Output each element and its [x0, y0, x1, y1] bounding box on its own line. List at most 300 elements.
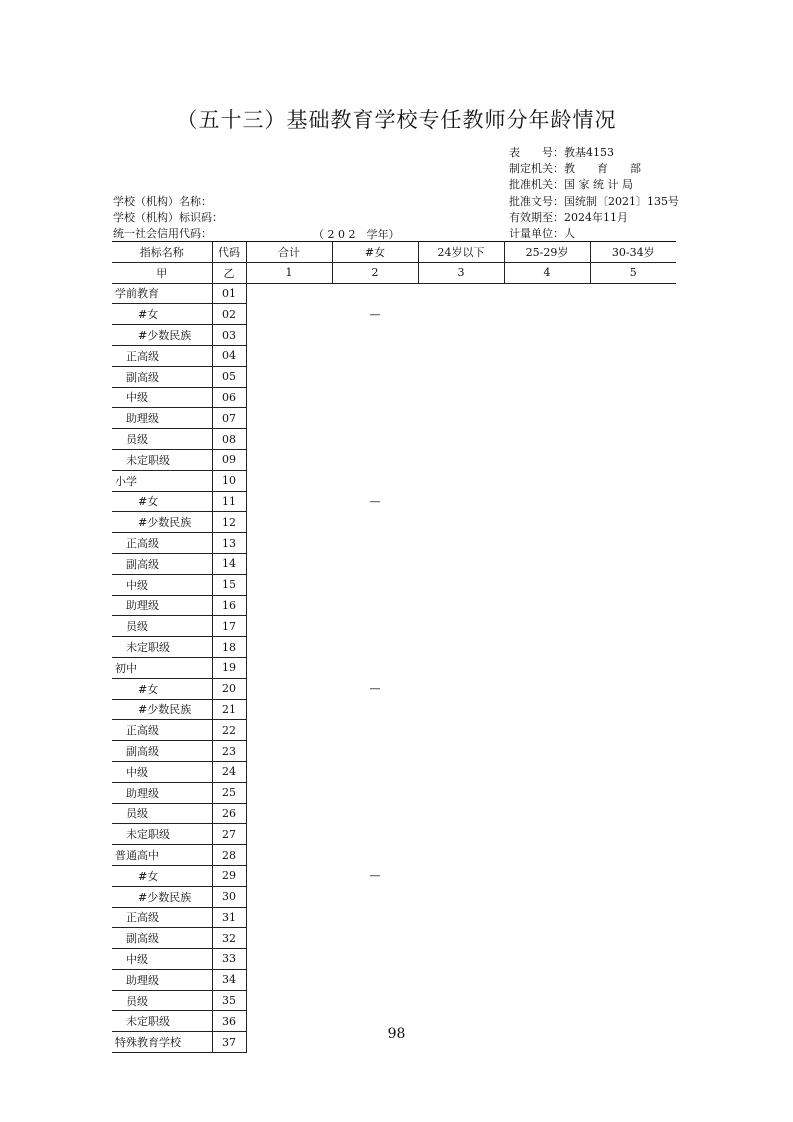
data-cell[interactable] — [418, 657, 504, 678]
data-cell[interactable] — [418, 616, 504, 637]
data-cell[interactable] — [504, 512, 590, 533]
data-cell[interactable] — [332, 574, 418, 595]
data-cell[interactable] — [246, 990, 332, 1011]
row-code: 11 — [212, 491, 246, 512]
data-cell[interactable] — [504, 553, 590, 574]
row-indicator-name: 特殊教育学校 — [112, 1032, 212, 1053]
not-applicable-dash: — — [369, 307, 381, 321]
data-cell[interactable] — [504, 990, 590, 1011]
data-cell[interactable] — [590, 283, 676, 304]
row-code: 24 — [212, 761, 246, 782]
row-code: 01 — [212, 283, 246, 304]
data-cell[interactable] — [332, 345, 418, 366]
data-cell[interactable] — [590, 387, 676, 408]
data-cell[interactable] — [590, 408, 676, 429]
data-cell[interactable] — [246, 678, 332, 699]
table-row — [112, 761, 676, 782]
data-cell[interactable] — [590, 907, 676, 928]
data-cell[interactable] — [246, 595, 332, 616]
data-cell[interactable] — [504, 907, 590, 928]
credit-code-label: 统一社会信用代码： — [113, 227, 212, 241]
data-cell[interactable] — [418, 678, 504, 699]
header-under-24: 24岁以下 — [418, 242, 504, 263]
data-cell[interactable] — [504, 387, 590, 408]
table-row — [112, 657, 676, 678]
data-cell[interactable] — [590, 845, 676, 866]
data-cell[interactable] — [418, 907, 504, 928]
row-code: 29 — [212, 865, 246, 886]
row-indicator-name: 正高级 — [112, 720, 212, 741]
data-cell[interactable] — [246, 865, 332, 886]
row-code: 06 — [212, 387, 246, 408]
row-indicator-name: #女 — [112, 304, 212, 325]
subheader-4: 4 — [504, 262, 590, 283]
data-cell[interactable] — [590, 491, 676, 512]
data-cell[interactable] — [332, 928, 418, 949]
data-cell[interactable] — [590, 345, 676, 366]
data-cell[interactable] — [246, 345, 332, 366]
data-cell[interactable] — [246, 720, 332, 741]
row-code: 35 — [212, 990, 246, 1011]
data-cell[interactable] — [246, 387, 332, 408]
data-cell[interactable] — [590, 533, 676, 554]
row-code: 22 — [212, 720, 246, 741]
data-cell[interactable] — [504, 408, 590, 429]
row-indicator-name: 普通高中 — [112, 845, 212, 866]
row-code: 10 — [212, 470, 246, 491]
row-indicator-name: 中级 — [112, 387, 212, 408]
form-number: 表 号：教基4153 — [509, 146, 614, 159]
data-cell[interactable] — [418, 574, 504, 595]
data-cell[interactable] — [332, 387, 418, 408]
data-cell[interactable] — [504, 720, 590, 741]
subheader-2: 2 — [332, 262, 418, 283]
data-cell[interactable] — [418, 928, 504, 949]
data-cell[interactable] — [418, 741, 504, 762]
data-cell[interactable] — [590, 803, 676, 824]
data-cell[interactable] — [590, 470, 676, 491]
table-row — [112, 928, 676, 949]
table-row — [112, 824, 676, 845]
row-code: 25 — [212, 782, 246, 803]
table-row — [112, 366, 676, 387]
data-cell[interactable] — [590, 761, 676, 782]
subheader-row — [112, 262, 676, 283]
data-cell[interactable] — [504, 470, 590, 491]
data-cell[interactable] — [504, 865, 590, 886]
data-cell[interactable] — [590, 928, 676, 949]
data-cell[interactable] — [504, 657, 590, 678]
table-row — [112, 616, 676, 637]
data-cell[interactable] — [332, 366, 418, 387]
data-cell[interactable] — [418, 761, 504, 782]
data-cell[interactable] — [418, 533, 504, 554]
table-row — [112, 678, 676, 699]
data-cell[interactable] — [332, 283, 418, 304]
data-cell[interactable] — [246, 928, 332, 949]
data-cell[interactable] — [504, 283, 590, 304]
data-cell[interactable] — [504, 449, 590, 470]
header-female: #女 — [332, 242, 418, 263]
row-code: 32 — [212, 928, 246, 949]
table-row — [112, 637, 676, 658]
data-cell[interactable] — [332, 782, 418, 803]
page-title: （五十三）基础教育学校专任教师分年龄情况 — [176, 108, 617, 132]
row-code: 34 — [212, 969, 246, 990]
row-code: 37 — [212, 1032, 246, 1053]
row-indicator-name: 正高级 — [112, 533, 212, 554]
data-cell[interactable] — [590, 304, 676, 325]
data-cell[interactable] — [418, 720, 504, 741]
data-cell[interactable] — [418, 387, 504, 408]
row-indicator-name: 助理级 — [112, 408, 212, 429]
data-cell[interactable] — [246, 429, 332, 450]
data-cell[interactable] — [332, 824, 418, 845]
table-row — [112, 990, 676, 1011]
row-code: 07 — [212, 408, 246, 429]
data-cell[interactable] — [590, 741, 676, 762]
data-cell[interactable] — [418, 449, 504, 470]
row-code: 05 — [212, 366, 246, 387]
data-cell[interactable] — [332, 429, 418, 450]
row-indicator-name: 副高级 — [112, 928, 212, 949]
data-cell[interactable] — [504, 491, 590, 512]
table-row — [112, 491, 676, 512]
table-row — [112, 533, 676, 554]
data-cell[interactable] — [590, 886, 676, 907]
data-cell[interactable] — [332, 990, 418, 1011]
row-code: 17 — [212, 616, 246, 637]
data-cell[interactable] — [246, 449, 332, 470]
data-cell[interactable] — [246, 782, 332, 803]
subheader-5: 5 — [590, 262, 676, 283]
approval-number: 批准文号：国统制〔2021〕135号 — [509, 194, 679, 208]
row-code: 26 — [212, 803, 246, 824]
data-cell[interactable] — [504, 345, 590, 366]
data-cell[interactable] — [418, 782, 504, 803]
data-cell[interactable] — [418, 886, 504, 907]
data-cell[interactable] — [504, 616, 590, 637]
row-indicator-name: 助理级 — [112, 595, 212, 616]
data-cell[interactable] — [504, 325, 590, 346]
data-cell[interactable] — [590, 637, 676, 658]
table-row — [112, 512, 676, 533]
table-row — [112, 782, 676, 803]
row-indicator-name: 助理级 — [112, 969, 212, 990]
data-cell[interactable] — [590, 657, 676, 678]
not-applicable-dash: — — [369, 682, 381, 696]
table-row — [112, 969, 676, 990]
table-row — [112, 803, 676, 824]
table-row — [112, 720, 676, 741]
data-cell[interactable] — [246, 741, 332, 762]
row-indicator-name: #少数民族 — [112, 512, 212, 533]
data-cell[interactable] — [418, 699, 504, 720]
data-cell[interactable] — [246, 574, 332, 595]
table-row — [112, 595, 676, 616]
data-cell[interactable] — [590, 325, 676, 346]
data-cell[interactable] — [504, 782, 590, 803]
data-cell[interactable] — [418, 949, 504, 970]
data-cell[interactable] — [418, 803, 504, 824]
table-row — [112, 907, 676, 928]
header-row — [112, 242, 676, 263]
row-code: 31 — [212, 907, 246, 928]
row-code: 20 — [212, 678, 246, 699]
data-cell[interactable] — [504, 824, 590, 845]
data-cell[interactable] — [590, 512, 676, 533]
table-row — [112, 304, 676, 325]
table-row — [112, 408, 676, 429]
data-cell[interactable] — [332, 949, 418, 970]
subheader-1: 1 — [246, 262, 332, 283]
row-code: 19 — [212, 657, 246, 678]
data-cell[interactable] — [418, 283, 504, 304]
data-cell[interactable] — [246, 366, 332, 387]
table-row — [112, 845, 676, 866]
data-cell[interactable] — [418, 595, 504, 616]
data-cell[interactable] — [504, 637, 590, 658]
row-indicator-name: 员级 — [112, 990, 212, 1011]
table-row — [112, 387, 676, 408]
data-cell[interactable] — [590, 949, 676, 970]
row-indicator-name: 未定职级 — [112, 1011, 212, 1032]
data-cell[interactable] — [332, 741, 418, 762]
row-indicator-name: 员级 — [112, 803, 212, 824]
row-code: 03 — [212, 325, 246, 346]
table-row — [112, 553, 676, 574]
not-applicable-dash: — — [369, 494, 381, 508]
header-code: 代码 — [212, 242, 246, 263]
data-cell[interactable] — [246, 512, 332, 533]
row-code: 08 — [212, 429, 246, 450]
data-cell[interactable] — [246, 969, 332, 990]
institution-id-label: 学校（机构）标识码： — [113, 211, 223, 225]
data-cell[interactable] — [246, 283, 332, 304]
row-indicator-name: 初中 — [112, 657, 212, 678]
row-indicator-name: #少数民族 — [112, 886, 212, 907]
data-cell[interactable] — [418, 553, 504, 574]
data-cell[interactable] — [246, 886, 332, 907]
data-cell[interactable] — [332, 886, 418, 907]
data-cell[interactable] — [504, 803, 590, 824]
institution-name-label: 学校（机构）名称： — [113, 195, 212, 208]
row-code: 02 — [212, 304, 246, 325]
data-cell[interactable] — [590, 616, 676, 637]
row-indicator-name: 副高级 — [112, 741, 212, 762]
row-indicator-name: 未定职级 — [112, 449, 212, 470]
row-code: 12 — [212, 512, 246, 533]
data-cell[interactable] — [504, 886, 590, 907]
data-cell[interactable] — [332, 470, 418, 491]
data-cell[interactable] — [332, 512, 418, 533]
row-code: 33 — [212, 949, 246, 970]
page-number: 98 — [387, 1026, 406, 1042]
unit-of-measure: 计量单位：人 — [509, 227, 575, 241]
data-cell[interactable] — [504, 699, 590, 720]
data-cell[interactable] — [418, 824, 504, 845]
form-meta-right — [509, 145, 679, 242]
row-indicator-name: #女 — [112, 678, 212, 699]
table-row — [112, 429, 676, 450]
data-cell[interactable] — [590, 699, 676, 720]
data-cell[interactable] — [504, 845, 590, 866]
approving-authority: 批准机关：国 家 统 计 局 — [509, 178, 633, 192]
data-cell[interactable] — [246, 657, 332, 678]
data-cell[interactable] — [246, 824, 332, 845]
data-cell[interactable] — [418, 990, 504, 1011]
data-cell[interactable] — [590, 574, 676, 595]
data-cell[interactable] — [590, 678, 676, 699]
subheader-yi: 乙 — [212, 262, 246, 283]
data-cell[interactable] — [332, 761, 418, 782]
data-cell[interactable] — [418, 969, 504, 990]
data-cell[interactable] — [504, 928, 590, 949]
data-cell[interactable] — [246, 949, 332, 970]
data-cell[interactable] — [504, 949, 590, 970]
data-cell[interactable] — [418, 637, 504, 658]
data-cell[interactable] — [332, 533, 418, 554]
not-applicable-dash: — — [369, 869, 381, 883]
header-30-34: 30-34岁 — [590, 242, 676, 263]
row-code: 27 — [212, 824, 246, 845]
row-code: 13 — [212, 533, 246, 554]
data-cell[interactable] — [418, 865, 504, 886]
data-cell[interactable] — [246, 761, 332, 782]
data-cell[interactable] — [418, 325, 504, 346]
data-cell[interactable] — [504, 741, 590, 762]
data-cell[interactable] — [246, 491, 332, 512]
data-cell[interactable] — [246, 845, 332, 866]
table-row — [112, 470, 676, 491]
row-indicator-name: 未定职级 — [112, 824, 212, 845]
data-cell[interactable] — [504, 304, 590, 325]
data-cell[interactable] — [590, 865, 676, 886]
header-indicator: 指标名称 — [112, 242, 212, 263]
row-indicator-name: 小学 — [112, 470, 212, 491]
table-row — [112, 449, 676, 470]
data-cell[interactable] — [418, 345, 504, 366]
table-row — [112, 949, 676, 970]
row-code: 14 — [212, 553, 246, 574]
data-cell[interactable] — [590, 720, 676, 741]
subheader-3: 3 — [418, 262, 504, 283]
row-indicator-name: #少数民族 — [112, 325, 212, 346]
form-meta-left — [113, 194, 223, 243]
data-cell[interactable] — [504, 533, 590, 554]
data-cell[interactable] — [504, 969, 590, 990]
data-cell[interactable] — [504, 574, 590, 595]
data-cell[interactable] — [332, 720, 418, 741]
data-cell[interactable] — [590, 824, 676, 845]
table-row — [112, 741, 676, 762]
data-cell[interactable] — [246, 637, 332, 658]
data-cell[interactable] — [332, 657, 418, 678]
data-cell[interactable] — [590, 990, 676, 1011]
row-code: 30 — [212, 886, 246, 907]
data-cell[interactable] — [418, 512, 504, 533]
data-cell[interactable] — [246, 533, 332, 554]
row-indicator-name: 正高级 — [112, 345, 212, 366]
row-code: 09 — [212, 449, 246, 470]
data-cell[interactable] — [504, 595, 590, 616]
data-cell[interactable] — [332, 637, 418, 658]
data-cell[interactable] — [590, 969, 676, 990]
data-cell[interactable] — [246, 616, 332, 637]
row-indicator-name: #女 — [112, 865, 212, 886]
row-indicator-name: 未定职级 — [112, 637, 212, 658]
data-cell[interactable] — [332, 553, 418, 574]
data-cell[interactable] — [332, 449, 418, 470]
data-cell[interactable] — [418, 408, 504, 429]
teacher-age-table — [112, 241, 676, 1053]
data-cell[interactable] — [590, 782, 676, 803]
table-row — [112, 699, 676, 720]
data-cell[interactable] — [504, 678, 590, 699]
data-cell[interactable] — [332, 845, 418, 866]
row-indicator-name: 中级 — [112, 574, 212, 595]
data-cell[interactable] — [504, 761, 590, 782]
data-cell[interactable] — [246, 408, 332, 429]
data-cell[interactable] — [504, 429, 590, 450]
data-cell[interactable] — [418, 491, 504, 512]
table-row — [112, 574, 676, 595]
row-code: 04 — [212, 345, 246, 366]
row-indicator-name: 副高级 — [112, 366, 212, 387]
data-cell[interactable] — [418, 304, 504, 325]
data-cell[interactable] — [332, 595, 418, 616]
data-cell[interactable] — [246, 553, 332, 574]
table-row — [112, 865, 676, 886]
data-cell[interactable] — [332, 616, 418, 637]
data-cell[interactable] — [332, 803, 418, 824]
data-cell[interactable] — [246, 699, 332, 720]
data-cell[interactable] — [590, 366, 676, 387]
data-cell[interactable] — [332, 907, 418, 928]
data-cell[interactable] — [590, 595, 676, 616]
data-cell[interactable] — [418, 429, 504, 450]
data-cell[interactable] — [504, 366, 590, 387]
data-cell[interactable] — [332, 408, 418, 429]
row-code: 21 — [212, 699, 246, 720]
row-indicator-name: #女 — [112, 491, 212, 512]
row-indicator-name: #少数民族 — [112, 699, 212, 720]
issuing-authority: 制定机关：教 育 部 — [509, 162, 641, 176]
row-code: 16 — [212, 595, 246, 616]
table-row — [112, 325, 676, 346]
data-cell[interactable] — [332, 969, 418, 990]
data-cell[interactable] — [332, 699, 418, 720]
data-cell[interactable] — [246, 470, 332, 491]
subheader-jia: 甲 — [112, 262, 212, 283]
data-cell[interactable] — [246, 325, 332, 346]
row-code: 36 — [212, 1011, 246, 1032]
row-code: 15 — [212, 574, 246, 595]
data-cell[interactable] — [590, 429, 676, 450]
row-indicator-name: 助理级 — [112, 782, 212, 803]
data-cell[interactable] — [246, 907, 332, 928]
data-cell[interactable] — [332, 325, 418, 346]
data-cell[interactable] — [246, 304, 332, 325]
data-cell[interactable] — [246, 803, 332, 824]
row-indicator-name: 员级 — [112, 616, 212, 637]
data-cell[interactable] — [590, 553, 676, 574]
data-cell[interactable] — [418, 845, 504, 866]
row-indicator-name: 正高级 — [112, 907, 212, 928]
data-cell[interactable] — [418, 366, 504, 387]
data-cell[interactable] — [418, 470, 504, 491]
data-cell[interactable] — [590, 449, 676, 470]
